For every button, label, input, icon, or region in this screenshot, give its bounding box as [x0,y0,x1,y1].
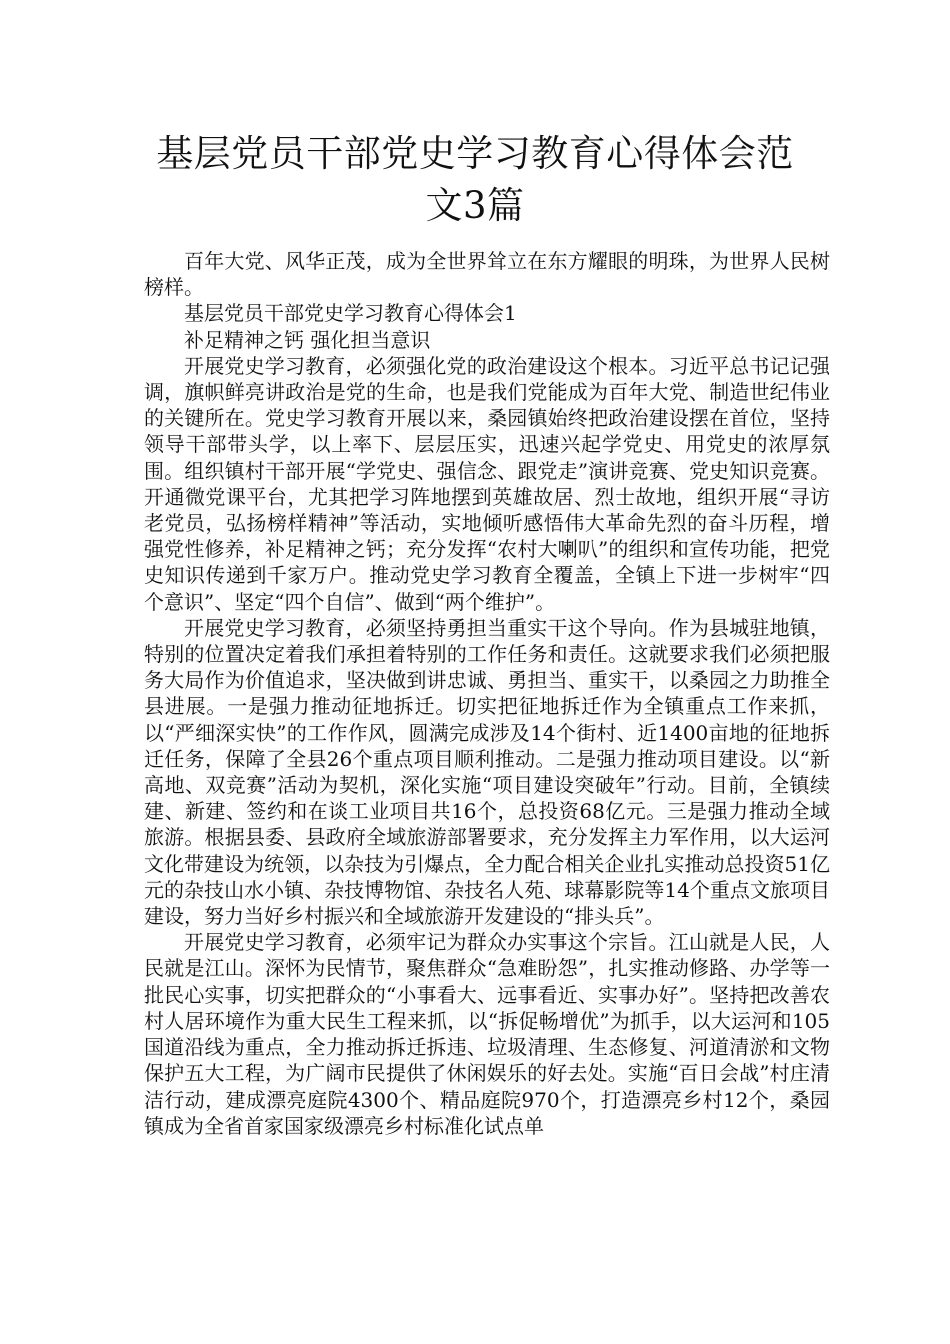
document-body [144,248,830,1139]
document-title: 基层党员干部党史学习教育心得体会范文3篇 [156,132,794,227]
intro-paragraph: 百年大党、风华正茂，成为全世界耸立在东方耀眼的明珠，为世界人民树榜样。 [144,249,830,300]
section-subheading: 补足精神之钙 强化担当意识 [184,327,431,352]
body-paragraph-responsibility: 开展党史学习教育，必须坚持勇担当重实干这个导向。作为县城驻地镇，特别的位置决定着我们承担着特别的工作任务和责任。这就要求我们必须把服务大局作为价值追求，坚决做到讲忠诚、勇担当、重实干，以桑园之力助推全县进展。一是强力推动征地拆迁。切实把征地拆迁作为全镇重点工作来抓，以“严细深实快”的工作作风，圆满完成涉及14个街村、近1400亩地的征地拆迁任务，保障了全县26个重点项目顺利推动。二是强力推动项目建设。以“新高地、双竞赛”活动为契机，深化实施“项目建设突破年”行动。目前，全镇续建、新建、签约和在谈工业项目共16个，总投资68亿元。三是强力推动全域旅游。根据县委、县政府全域旅游部署要求，充分发挥主力军作用，以大运河文化带建设为统领，以杂技为引爆点，全力配合相关企业扎实推动总投资51亿元的杂技山水小镇、杂技博物馆、杂技名人苑、球幕影院等14个重点文旅项目建设，努力当好乡村振兴和全域旅游开发建设的“排头兵”。 [144,615,830,929]
body-paragraph-people: 开展党史学习教育，必须牢记为群众办实事这个宗旨。江山就是人民，人民就是江山。深怀为民情节，聚焦群众“急难盼怨”，扎实推动修路、办学等一批民心实事，切实把群众的“小事看大、远事看近、实事办好”。坚持把改善农村人居环境作为重大民生工程来抓，以“拆促畅增优”为抓手，以大运河和105国道沿线为重点，全力推动拆迁拆违、垃圾清理、生态修复、河道清淤和文物保护五大工程，为广阔市民提供了休闲娱乐的好去处。实施“百日会战”村庄清洁行动，建成漂亮庭院4300个、精品庭院970个，打造漂亮乡村12个，桑园镇成为全省首家国家级漂亮乡村标准化试点单 [144,930,830,1138]
body-paragraph-political: 开展党史学习教育，必须强化党的政治建设这个根本。习近平总书记记强调，旗帜鲜亮讲政治是党的生命，也是我们党能成为百年大党、制造世纪伟业的关键所在。党史学习教育开展以来，桑园镇始终把政治建设摆在首位，坚持领导干部带头学，以上率下、层层压实，迅速兴起学党史、用党史的浓厚氛围。组织镇村干部开展“学党史、强信念、跟党走”演讲竞赛、党史知识竞赛。开通微党课平台，尤其把学习阵地摆到英雄故居、烈士故地，组织开展“寻访老党员，弘扬榜样精神”等活动，实地倾听感悟伟大革命先烈的奋斗历程，增强党性修养，补足精神之钙；充分发挥“农村大喇叭”的组织和宣传功能，把党史知识传递到千家万户。推动党史学习教育全覆盖，全镇上下进一步树牢“四个意识”、坚定“四个自信”、做到“两个维护”。 [144,353,830,614]
section-heading: 基层党员干部党史学习教育心得体会1 [184,301,517,326]
